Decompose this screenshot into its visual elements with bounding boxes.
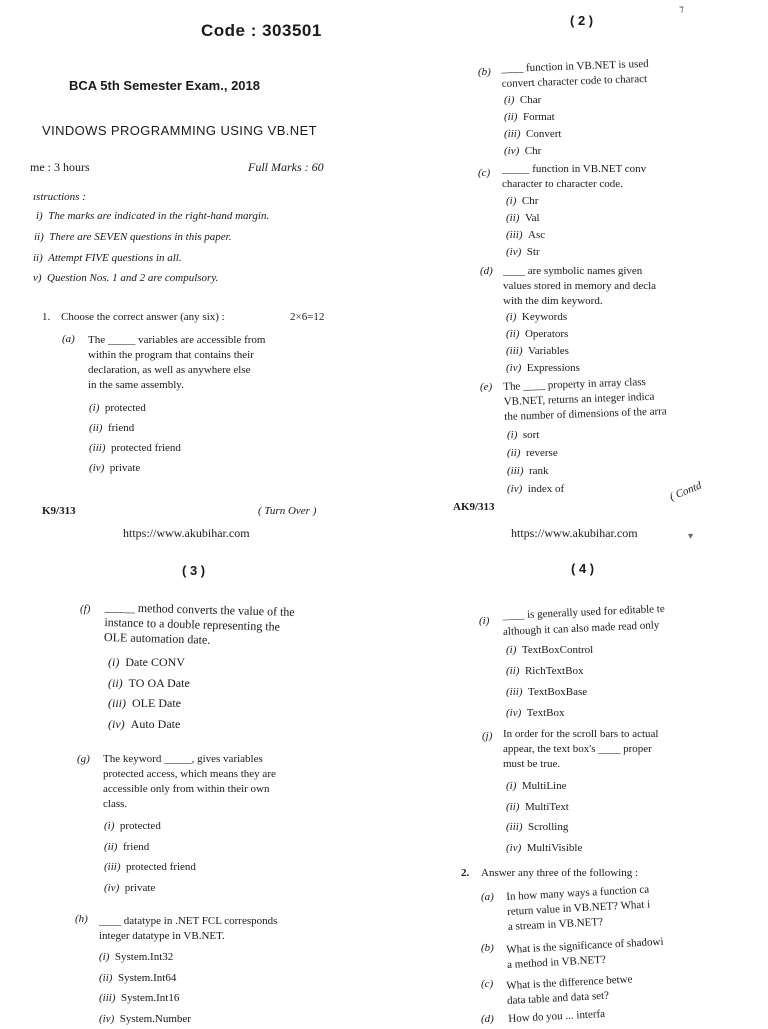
question-label: (f) — [80, 603, 90, 615]
option: (i) MultiLine — [506, 776, 582, 797]
footer-code: AK9/313 — [453, 501, 495, 513]
question-g-text: The keyword _____, gives variables protected access, which means they are accessible only from within their own class. — [103, 752, 276, 812]
option: (ii) friend — [89, 418, 181, 438]
option: (iii) Asc — [506, 227, 545, 244]
question-f-text: _____ method converts the value of the instance to a double representing the OLE automation date. — [104, 600, 295, 650]
question-b-options — [504, 92, 561, 160]
question-label: (d) — [481, 1013, 494, 1025]
option: (ii) Format — [504, 109, 561, 126]
option: (ii) Val — [506, 210, 545, 227]
option: (iii) Convert — [504, 126, 561, 143]
contd-note: ( Contd — [668, 480, 703, 504]
question-2c-text: What is the difference betwe data table and data set? — [506, 972, 634, 1009]
question-d-text: ____ are symbolic names given values stored in memory and decla with the dim keyword. — [503, 264, 656, 309]
question-label: (b) — [481, 942, 494, 954]
question-e-options — [507, 426, 564, 498]
question-label: (j) — [482, 730, 492, 742]
option: (i) sort — [507, 426, 564, 444]
option: (i) protected — [104, 816, 196, 837]
option: (i) protected — [89, 398, 181, 418]
option: (ii) TO OA Date — [108, 673, 190, 694]
time-info: me : 3 hours — [30, 160, 90, 175]
question-a-options — [89, 398, 181, 478]
question-label: (g) — [77, 753, 90, 765]
option: (iv) Str — [506, 244, 545, 261]
question-label: (h) — [75, 913, 88, 925]
option: (iv) System.Number — [99, 1009, 191, 1029]
option: (i) Date CONV — [108, 652, 190, 673]
page-number: ( 2 ) — [570, 13, 593, 28]
option: (iii) System.Int16 — [99, 988, 191, 1009]
option: (ii) reverse — [507, 444, 564, 462]
question-j-options — [506, 776, 582, 858]
question-b-text: ____ function in VB.NET is used convert character code to charact — [501, 57, 649, 92]
question-d-options — [506, 309, 580, 377]
question-1-text: Choose the correct answer (any six) : — [61, 311, 225, 323]
question-2-number: 2. — [461, 867, 469, 879]
question-label: (c) — [481, 978, 493, 990]
page-number: ( 3 ) — [182, 563, 205, 578]
option: (iv) private — [104, 878, 196, 899]
question-f-options — [108, 652, 190, 734]
question-h-options — [99, 947, 191, 1029]
option: (iv) Expressions — [506, 360, 580, 377]
option: (ii) friend — [104, 837, 196, 858]
option: (i) System.Int32 — [99, 947, 191, 968]
question-1-marks: 2×6=12 — [290, 311, 324, 323]
question-h-text: ____ datatype in .NET FCL corresponds integer datatype in VB.NET. — [99, 914, 277, 944]
question-i-text: ____ is generally used for editable te although it can also made read only — [502, 601, 666, 640]
question-2d-text: How do you ... interfa — [508, 1008, 605, 1025]
question-i-options — [506, 640, 593, 724]
question-1-number: 1. — [42, 311, 50, 323]
question-c-text: _____ function in VB.NET conv character to character code. — [502, 162, 646, 192]
option: (iii) protected friend — [89, 438, 181, 458]
option: (iii) Variables — [506, 343, 580, 360]
option: (iv) MultiVisible — [506, 838, 582, 859]
option: (iv) Auto Date — [108, 714, 190, 735]
turn-over: ( Turn Over ) — [258, 505, 316, 517]
paper-code: Code : 303501 — [201, 21, 322, 41]
question-j-text: In order for the scroll bars to actual appear, the text box's ____ proper must be true. — [503, 727, 658, 772]
option: (iv) index of — [507, 480, 564, 498]
footer-code: K9/313 — [42, 505, 76, 517]
full-marks: Full Marks : 60 — [248, 160, 324, 175]
option: (ii) System.Int64 — [99, 968, 191, 989]
source-url: https://www.akubihar.com — [511, 526, 638, 541]
corner-mark: ⁊ — [679, 4, 684, 15]
exam-title: BCA 5th Semester Exam., 2018 — [69, 78, 260, 93]
option: (ii) RichTextBox — [506, 661, 593, 682]
question-2a-text: In how many ways a function ca return value in VB.NET? What i a stream in VB.NET? — [506, 883, 651, 935]
subject-title: VINDOWS PROGRAMMING USING VB.NET — [42, 123, 317, 138]
option: (iii) Scrolling — [506, 817, 582, 838]
option: (iii) TextBoxBase — [506, 682, 593, 703]
instruction-item: ii) There are SEVEN questions in this paper. — [34, 231, 232, 243]
page-number: ( 4 ) — [571, 561, 594, 576]
option: (iv) TextBox — [506, 703, 593, 724]
question-label: (b) — [478, 66, 491, 78]
question-e-text: The ____ property in array class VB.NET, returns an integer indica the number of dimensions of the arra — [503, 374, 667, 425]
question-label: (a) — [62, 333, 75, 345]
option: (ii) MultiText — [506, 797, 582, 818]
option: (i) Chr — [506, 193, 545, 210]
instructions-label: ıstructions : — [33, 191, 86, 203]
instruction-item: v) Question Nos. 1 and 2 are compulsory. — [33, 272, 218, 284]
question-label: (a) — [481, 891, 494, 903]
question-label: (e) — [480, 381, 492, 393]
option: (iii) protected friend — [104, 857, 196, 878]
option: (iii) OLE Date — [108, 693, 190, 714]
question-c-options — [506, 193, 545, 261]
question-2-text: Answer any three of the following : — [481, 867, 638, 879]
option: (i) Keywords — [506, 309, 580, 326]
option: (iv) Chr — [504, 143, 561, 160]
question-2b-text: What is the significance of shadowi a method in VB.NET? — [506, 935, 665, 973]
question-g-options — [104, 816, 196, 898]
option: (iv) private — [89, 458, 181, 478]
corner-mark: ▾ — [688, 531, 693, 542]
option: (i) TextBoxControl — [506, 640, 593, 661]
question-label: (d) — [480, 265, 493, 277]
option: (ii) Operators — [506, 326, 580, 343]
instruction-item: i) The marks are indicated in the right-hand margin. — [36, 210, 269, 222]
option: (iii) rank — [507, 462, 564, 480]
instruction-item: ii) Attempt FIVE questions in all. — [33, 252, 182, 264]
source-url: https://www.akubihar.com — [123, 526, 250, 541]
option: (i) Char — [504, 92, 561, 109]
question-label: (i) — [479, 615, 489, 627]
question-a-text: The _____ variables are accessible from within the program that contains their declaration, as well as anywhere else in the same assembly. — [88, 333, 265, 393]
question-label: (c) — [478, 167, 490, 179]
